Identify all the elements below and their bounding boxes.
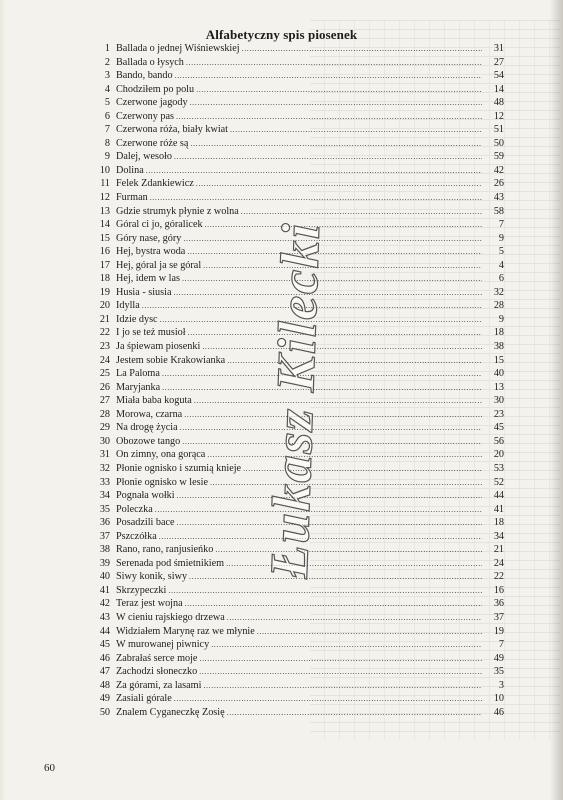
entry-number: 6 — [104, 110, 110, 122]
song-title: Dalej, wesoło — [116, 151, 173, 163]
entry-number: 18 — [99, 273, 110, 285]
list-item — [86, 557, 504, 571]
song-title: On zimny, ona gorąca — [116, 449, 206, 461]
song-page-number: 12 — [493, 110, 504, 122]
list-item — [86, 313, 504, 327]
list-item — [86, 83, 504, 97]
song-page-number: 22 — [493, 571, 504, 583]
dot-leader — [168, 584, 482, 598]
dot-leader — [182, 435, 482, 449]
song-title: Posadzili bace — [116, 517, 175, 529]
song-title: Jestem sobie Krakowianka — [116, 354, 226, 366]
dot-leader — [205, 218, 482, 232]
dot-leader — [177, 489, 482, 503]
dot-leader — [185, 597, 482, 611]
entry-number: 45 — [99, 639, 110, 651]
song-title: Góry nase, góry — [116, 232, 182, 244]
entry-number: 35 — [99, 503, 110, 515]
list-item — [86, 462, 504, 476]
song-index-list — [86, 42, 504, 719]
song-page-number: 42 — [493, 164, 504, 176]
song-title: Płonie ognisko i szumią knieje — [116, 462, 242, 474]
song-title: Zabrałaś serce moje — [116, 652, 198, 664]
song-page-number: 7 — [498, 639, 504, 651]
list-item — [86, 381, 504, 395]
song-page-number: 5 — [498, 246, 504, 258]
list-item — [86, 137, 504, 151]
song-title: Czerwony pas — [116, 110, 174, 122]
list-item — [86, 597, 504, 611]
list-item — [86, 638, 504, 652]
list-item — [86, 584, 504, 598]
song-page-number: 30 — [493, 395, 504, 407]
song-page-number: 20 — [493, 449, 504, 461]
song-title: Znalem Cyganeczkę Zosię — [116, 706, 225, 718]
entry-number: 43 — [99, 611, 110, 623]
list-item — [86, 665, 504, 679]
entry-number: 9 — [104, 151, 110, 163]
list-item — [86, 42, 504, 56]
song-title: I jo se też musioł — [116, 327, 186, 339]
song-page-number: 9 — [498, 313, 504, 325]
song-page-number: 27 — [493, 56, 504, 68]
watermark-signature: Łukasz Kilecki — [258, 220, 332, 580]
entry-number: 30 — [99, 435, 110, 447]
dot-leader — [186, 56, 482, 70]
list-item — [86, 286, 504, 300]
song-page-number: 40 — [493, 368, 504, 380]
song-title: Husia - siusia — [116, 286, 172, 298]
entry-number: 40 — [99, 571, 110, 583]
dot-leader — [190, 137, 482, 151]
entry-number: 50 — [99, 706, 110, 718]
song-title: Na drogę życia — [116, 422, 178, 434]
song-page-number: 32 — [493, 286, 504, 298]
song-page-number: 54 — [493, 70, 504, 82]
song-title: La Paloma — [116, 368, 160, 380]
song-title: Idylla — [116, 300, 140, 312]
entry-number: 2 — [104, 56, 110, 68]
list-item — [86, 354, 504, 368]
song-page-number: 44 — [493, 490, 504, 502]
song-page-number: 48 — [493, 97, 504, 109]
entry-number: 22 — [99, 327, 110, 339]
dot-leader — [199, 652, 482, 666]
dot-leader — [190, 96, 482, 110]
dot-leader — [189, 570, 482, 584]
list-item — [86, 340, 504, 354]
song-page-number: 7 — [498, 219, 504, 231]
song-page-number: 4 — [498, 259, 504, 271]
song-page-number: 19 — [493, 625, 504, 637]
list-item — [86, 652, 504, 666]
entry-number: 25 — [99, 368, 110, 380]
list-item — [86, 367, 504, 381]
song-page-number: 38 — [493, 341, 504, 353]
song-page-number: 37 — [493, 611, 504, 623]
song-title: Poleczka — [116, 503, 153, 515]
song-page-number: 31 — [493, 43, 504, 54]
dot-leader — [196, 83, 482, 97]
song-page-number: 23 — [493, 408, 504, 420]
dot-leader — [215, 543, 482, 557]
entry-number: 16 — [99, 246, 110, 258]
entry-number: 19 — [99, 286, 110, 298]
dot-leader — [177, 516, 482, 530]
song-page-number: 58 — [493, 205, 504, 217]
list-item — [86, 516, 504, 530]
song-title: Czerwone jagody — [116, 97, 188, 109]
song-title: Morowa, czarna — [116, 408, 183, 420]
list-item — [86, 394, 504, 408]
dot-leader — [160, 313, 482, 327]
song-page-number: 13 — [493, 381, 504, 393]
song-page-number: 10 — [493, 693, 504, 705]
song-title: Płonie ognisko w lesie — [116, 476, 208, 488]
dot-leader — [226, 557, 482, 571]
entry-number: 47 — [99, 666, 110, 678]
song-page-number: 3 — [498, 679, 504, 691]
entry-number: 5 — [104, 97, 110, 109]
entry-number: 33 — [99, 476, 110, 488]
entry-number: 31 — [99, 449, 110, 461]
entry-number: 3 — [104, 70, 110, 82]
dot-leader — [203, 679, 482, 693]
entry-number: 8 — [104, 137, 110, 149]
page-number: 60 — [44, 762, 55, 774]
list-item — [86, 96, 504, 110]
dot-leader — [182, 272, 482, 286]
song-page-number: 35 — [493, 666, 504, 678]
page-edge-shadow — [549, 0, 563, 800]
entry-number: 39 — [99, 557, 110, 569]
dot-leader — [180, 421, 482, 435]
song-page-number: 50 — [493, 137, 504, 149]
song-page-number: 9 — [498, 232, 504, 244]
entry-number: 49 — [99, 693, 110, 705]
entry-number: 24 — [99, 354, 110, 366]
entry-number: 42 — [99, 598, 110, 610]
entry-number: 28 — [99, 408, 110, 420]
entry-number: 36 — [99, 517, 110, 529]
dot-leader — [159, 530, 482, 544]
list-item — [86, 476, 504, 490]
song-page-number: 24 — [493, 557, 504, 569]
list-item — [86, 150, 504, 164]
song-title: Pszczółka — [116, 530, 157, 542]
dot-leader — [211, 638, 482, 652]
list-item — [86, 110, 504, 124]
list-item — [86, 625, 504, 639]
entry-number: 23 — [99, 341, 110, 353]
list-item — [86, 421, 504, 435]
song-page-number: 49 — [493, 652, 504, 664]
entry-number: 7 — [104, 124, 110, 136]
song-title: Skrzypeczki — [116, 584, 167, 596]
dot-leader — [150, 191, 482, 205]
song-page-number: 16 — [493, 584, 504, 596]
entry-number: 1 — [104, 43, 110, 54]
dot-leader — [199, 665, 482, 679]
entry-number: 11 — [100, 178, 110, 190]
song-title: Za górami, za lasami — [116, 679, 202, 691]
dot-leader — [174, 692, 482, 706]
song-page-number: 18 — [493, 327, 504, 339]
dot-leader — [227, 611, 482, 625]
song-title: Widziałem Marynę raz we młynie — [116, 625, 255, 637]
song-page-number: 59 — [493, 151, 504, 163]
list-item — [86, 448, 504, 462]
entry-number: 4 — [104, 83, 110, 95]
song-page-number: 6 — [498, 273, 504, 285]
list-item — [86, 259, 504, 273]
song-title: Bando, bando — [116, 70, 173, 82]
song-title: Rano, rano, ranjusieńko — [116, 544, 214, 556]
dot-leader — [146, 164, 482, 178]
song-page-number: 21 — [493, 544, 504, 556]
list-item — [86, 611, 504, 625]
entry-number: 20 — [99, 300, 110, 312]
list-item — [86, 218, 504, 232]
song-title: Chodziłem po polu — [116, 83, 195, 95]
dot-leader — [142, 299, 482, 313]
entry-number: 34 — [99, 490, 110, 502]
song-title: Hej, idem w las — [116, 273, 180, 285]
song-title: Czerwona róża, biały kwiat — [116, 124, 229, 136]
entry-number: 26 — [99, 381, 110, 393]
list-item — [86, 245, 504, 259]
song-title: Idzie dysc — [116, 313, 158, 325]
song-title: Ja śpiewam piosenki — [116, 341, 201, 353]
song-title: Obozowe tango — [116, 435, 181, 447]
song-title: W murowanej piwnicy — [116, 639, 210, 651]
entry-number: 48 — [99, 679, 110, 691]
song-title: Gdzie strumyk płynie z wolna — [116, 205, 239, 217]
dot-leader — [230, 123, 482, 137]
song-page-number: 52 — [493, 476, 504, 488]
list-item — [86, 570, 504, 584]
song-page-number: 41 — [493, 503, 504, 515]
dot-leader — [227, 354, 482, 368]
song-title: Góral ci jo, góralicek — [116, 219, 203, 231]
song-page-number: 26 — [493, 178, 504, 190]
entry-number: 27 — [99, 395, 110, 407]
list-item — [86, 408, 504, 422]
dot-leader — [173, 286, 482, 300]
song-page-number: 15 — [493, 354, 504, 366]
dot-leader — [194, 394, 482, 408]
entry-number: 32 — [99, 462, 110, 474]
entry-number: 21 — [99, 313, 110, 325]
song-page-number: 36 — [493, 598, 504, 610]
song-title: Hej, bystra woda — [116, 246, 186, 258]
dot-leader — [202, 340, 482, 354]
list-item — [86, 272, 504, 286]
entry-number: 10 — [99, 164, 110, 176]
song-title: Ballada o łysych — [116, 56, 184, 68]
song-page-number: 51 — [493, 124, 504, 136]
list-item — [86, 177, 504, 191]
song-page-number: 28 — [493, 300, 504, 312]
song-title: Pognała wołki — [116, 490, 175, 502]
entry-number: 15 — [99, 232, 110, 244]
list-item — [86, 543, 504, 557]
page-title: Alfabetyczny spis piosenek — [205, 27, 358, 42]
dot-leader — [227, 706, 482, 720]
list-item — [86, 164, 504, 178]
dot-leader — [241, 205, 482, 219]
entry-number: 17 — [99, 259, 110, 271]
song-page-number: 53 — [493, 462, 504, 474]
entry-number: 12 — [99, 192, 110, 204]
list-item — [86, 299, 504, 313]
list-item — [86, 706, 504, 720]
list-item — [86, 503, 504, 517]
song-title: Felek Zdankiewicz — [116, 178, 194, 190]
song-title: Zachodzi słoneczko — [116, 666, 198, 678]
entry-number: 41 — [99, 584, 110, 596]
song-title: Teraz jest wojna — [116, 598, 183, 610]
song-title: Dolina — [116, 164, 144, 176]
song-page-number: 34 — [493, 530, 504, 542]
dot-leader — [242, 42, 482, 56]
list-item — [86, 435, 504, 449]
dot-leader — [207, 448, 482, 462]
song-title: Czerwone róże są — [116, 137, 189, 149]
list-item — [86, 232, 504, 246]
dot-leader — [174, 150, 482, 164]
song-title: W cieniu rajskiego drzewa — [116, 611, 225, 623]
song-title: Furman — [116, 192, 148, 204]
list-item — [86, 326, 504, 340]
song-title: Siwy konik, siwy — [116, 571, 188, 583]
song-page-number: 56 — [493, 435, 504, 447]
entry-number: 14 — [99, 219, 110, 231]
entry-number: 13 — [99, 205, 110, 217]
song-page-number: 43 — [493, 192, 504, 204]
list-item — [86, 123, 504, 137]
song-title: Serenada pod śmietnikiem — [116, 557, 225, 569]
entry-number: 37 — [99, 530, 110, 542]
list-item — [86, 679, 504, 693]
list-item — [86, 56, 504, 70]
entry-number: 46 — [99, 652, 110, 664]
song-page-number: 18 — [493, 517, 504, 529]
dot-leader — [184, 408, 482, 422]
dot-leader — [183, 232, 482, 246]
dot-leader — [187, 245, 482, 259]
song-title: Miała baba koguta — [116, 395, 192, 407]
song-title: Zasiali górale — [116, 693, 172, 705]
dot-leader — [162, 367, 482, 381]
dot-leader — [176, 110, 482, 124]
song-title: Ballada o jednej Wiśniewskiej — [116, 43, 240, 54]
list-item — [86, 530, 504, 544]
list-item — [86, 191, 504, 205]
dot-leader — [203, 259, 482, 273]
song-page-number: 45 — [493, 422, 504, 434]
song-title: Hej, góral ja se góral — [116, 259, 202, 271]
list-item — [86, 69, 504, 83]
song-page-number: 14 — [493, 83, 504, 95]
entry-number: 29 — [99, 422, 110, 434]
list-item — [86, 489, 504, 503]
list-item — [86, 692, 504, 706]
dot-leader — [196, 177, 482, 191]
song-title: Maryjanka — [116, 381, 161, 393]
dot-leader — [257, 625, 482, 639]
list-item — [86, 205, 504, 219]
entry-number: 44 — [99, 625, 110, 637]
dot-leader — [188, 326, 482, 340]
song-page-number: 46 — [493, 706, 504, 718]
dot-leader — [243, 462, 482, 476]
dot-leader — [162, 381, 482, 395]
dot-leader — [155, 503, 482, 517]
entry-number: 38 — [99, 544, 110, 556]
dot-leader — [175, 69, 482, 83]
dot-leader — [210, 476, 482, 490]
